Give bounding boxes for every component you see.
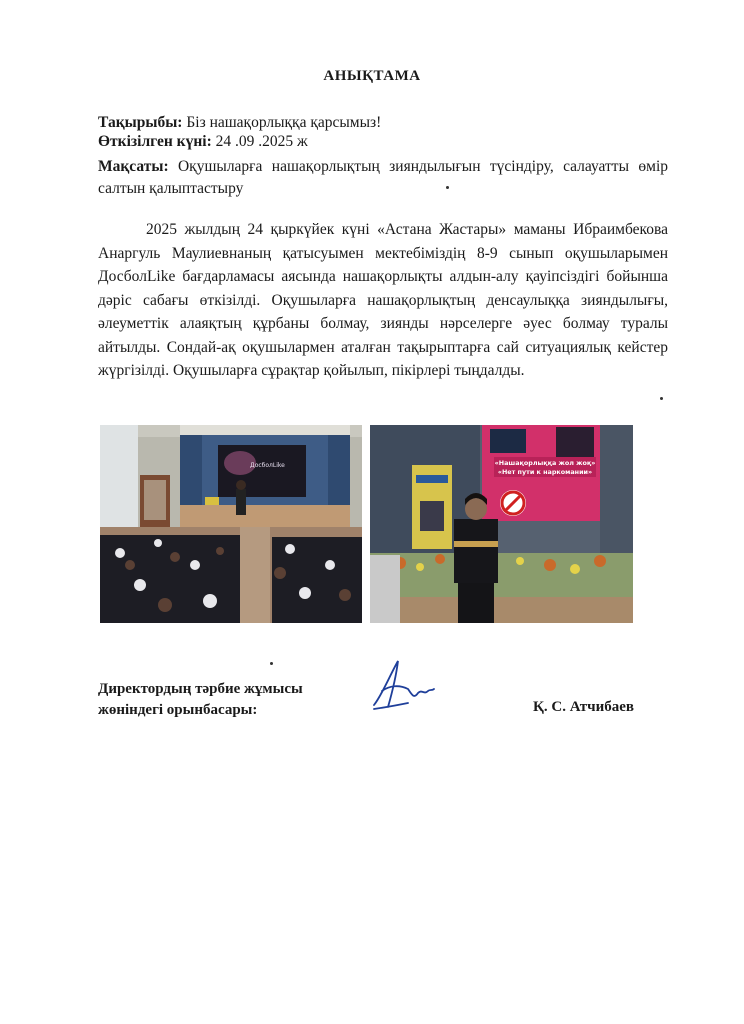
date-value: 24 .09 .2025 ж (211, 133, 308, 150)
topic-line (98, 113, 668, 132)
document-title: АНЫҚТАМА (323, 68, 421, 84)
signatory-position-line-2: жөніндегі орынбасары: (98, 702, 258, 718)
signatory-position-line-1: Директордың тәрбие жұмысы (98, 681, 303, 697)
body-paragraph: 2025 жылдың 24 қыркүйек күні «Астана Жастары» маманы Ибраимбекова Анаргуль Маулиевнаның қатысуымен мектебіміздің 8-9 сынып оқушыларымен ДосболLike бағдарламасы аясында нашақорлықты алдын-алу қауіпсіздігі бойынша дәріс сабағы өткізілді. Оқушыларға нашақорлықтың денсаулыққа зияндылығы, әлеуметтік алаяқтың құрбаны болмау, зиянды нәрселерге әуес болмау туралы айтылды. Сондай-ақ оқушылармен аталған тақырыптарға сай ситуациялық кейстер жүргізілді. Оқушыларға сұрақтар қойылып, пікірлері тыңдалды. (98, 221, 668, 379)
goal-line (98, 156, 668, 200)
topic-label: Тақырыбы: (98, 114, 183, 131)
date-label: Өткізілген күні: (98, 133, 212, 150)
handwritten-signature (368, 655, 438, 717)
scan-speck (660, 397, 663, 400)
auditorium-illustration (100, 425, 362, 623)
goal-value: Оқушыларға нашақорлықтың зияндылығын түсіндіру, салауатты өмір салтын қалыптастыру (98, 158, 668, 197)
signatory-name: Қ. С. Атчибаев (533, 699, 635, 715)
event-photo-speaker (370, 425, 633, 623)
scan-speck (270, 662, 273, 665)
scan-speck (446, 186, 449, 189)
banner-text-kazakh: «Нашақорлыққа жол жоқ» (494, 459, 596, 467)
goal-label: Мақсаты: (98, 158, 169, 175)
signatory-position (98, 679, 358, 721)
svg-text:ДосболLike: ДосболLike (250, 462, 285, 469)
date-line (98, 132, 668, 151)
event-photo-auditorium (100, 425, 362, 623)
speaker-illustration (370, 425, 633, 623)
topic-value: Біз нашақорлыққа қарсымыз! (182, 114, 382, 131)
banner-text-russian: «Нет пути к наркомании» (497, 468, 593, 476)
